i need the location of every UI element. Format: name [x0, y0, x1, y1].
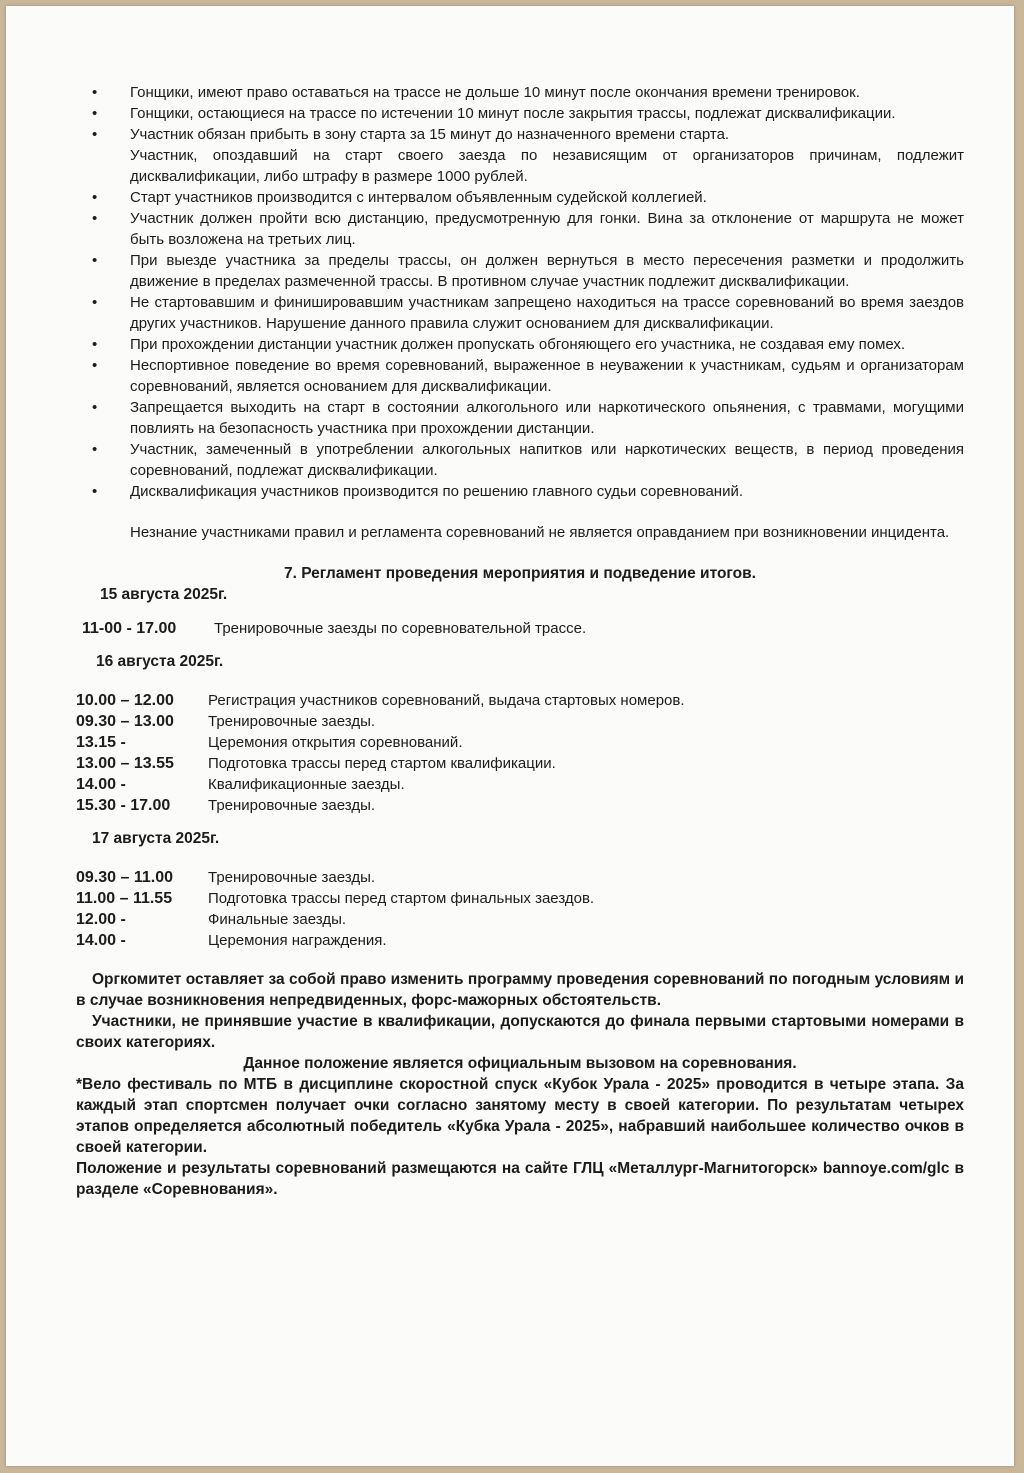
rule-text: Участник, замеченный в употреблении алкогольных напитков или наркотических веществ, в период проведения соревнований, подлежат дисквалификации.	[130, 441, 964, 479]
schedule-row	[76, 618, 964, 639]
schedule-time: 14.00 -	[76, 932, 126, 949]
schedule-event: Тренировочные заезды.	[208, 869, 376, 886]
document-content	[76, 82, 964, 1200]
rule-item	[76, 355, 964, 397]
rule-text: Участник обязан прибыть в зону старта за 15 минут до назначенного времени старта.	[130, 126, 730, 143]
schedule-time: 10.00 – 12.00	[76, 692, 174, 709]
schedule-event: Тренировочные заезды.	[208, 713, 376, 730]
schedule-row	[76, 867, 964, 888]
schedule-day-17	[76, 867, 964, 951]
schedule-time: 09.30 – 13.00	[76, 713, 174, 730]
schedule-event: Подготовка трассы перед стартом финальных заездов.	[208, 890, 595, 907]
schedule-time: 09.30 – 11.00	[76, 869, 173, 886]
schedule-date: 16 августа 2025г.	[96, 653, 224, 670]
bullet-icon: •	[92, 294, 98, 311]
schedule-row	[76, 930, 964, 951]
rule-subtext: Участник, опоздавший на старт своего заезда по независящим от организаторов причинам, подлежит дисквалификации, либо штрафу в размере 1000 рублей.	[130, 147, 964, 185]
rule-text: Дисквалификация участников производится по решению главного судьи соревнований.	[130, 483, 744, 500]
rule-item	[76, 292, 964, 334]
bullet-icon: •	[92, 441, 98, 458]
qualification-note: Участники, не принявшие участие в квалификации, допускаются до финала первыми стартовыми номерами в своих категориях.	[76, 1013, 964, 1051]
rules-note: Незнание участниками правил и регламента соревнований не является оправданием при возникновении инцидента.	[130, 524, 950, 541]
rule-text: Неспортивное поведение во время соревнований, выраженное в неуважении к участникам, судьям и организаторам соревнований, является основанием для дисквалификации.	[130, 357, 964, 395]
schedule-event: Квалификационные заезды.	[208, 776, 405, 793]
rule-text: Гонщики, остающиеся на трассе по истечении 10 минут после закрытия трассы, подлежат дисквалификации.	[130, 105, 896, 122]
schedule-time: 13.00 – 13.55	[76, 755, 174, 772]
rule-item	[76, 250, 964, 292]
schedule-row	[76, 795, 964, 816]
schedule-time: 12.00 -	[76, 911, 126, 928]
bullet-icon: •	[92, 483, 98, 500]
website-note: Положение и результаты соревнований размещаются на сайте ГЛЦ «Металлург-Магнитогорск» bannoye.com/glc в разделе «Соревнования».	[76, 1160, 964, 1198]
rule-item	[76, 334, 964, 355]
bullet-icon: •	[92, 84, 98, 101]
schedule-row	[76, 888, 964, 909]
bullet-icon: •	[92, 357, 98, 374]
schedule-row	[76, 690, 964, 711]
cup-note: *Вело фестиваль по МТБ в дисциплине скоростной спуск «Кубок Урала - 2025» проводится в четыре этапа. За каждый этап спортсмен получает очки согласно занятому месту в своей категории. По результатам четырех этапов определяется абсолютный победитель «Кубка Урала - 2025», набравший наибольшее количество очков в своей категории.	[76, 1076, 964, 1156]
schedule-row	[76, 909, 964, 930]
bullet-icon: •	[92, 126, 98, 143]
schedule-event: Регистрация участников соревнований, выдача стартовых номеров.	[208, 692, 685, 709]
rule-item	[76, 481, 964, 502]
schedule-time: 14.00 -	[76, 776, 126, 793]
bullet-icon: •	[92, 105, 98, 122]
rule-text: При выезде участника за пределы трассы, он должен вернуться в место пересечения разметки и продолжить движение в пределах размеченной трассы. В противном случае участник подлежит дисквалификации.	[130, 252, 964, 290]
schedule-day-15	[76, 618, 964, 639]
schedule-row	[76, 774, 964, 795]
rule-item	[76, 439, 964, 481]
rule-item	[76, 124, 964, 187]
bullet-icon: •	[92, 336, 98, 353]
schedule-row	[76, 732, 964, 753]
schedule-date: 15 августа 2025г.	[100, 586, 228, 603]
final-notes	[76, 969, 964, 1200]
schedule-time: 15.30 - 17.00	[76, 797, 171, 814]
rule-text: Запрещается выходить на старт в состоянии алкогольного или наркотического опьянения, с травмами, могущими повлиять на безопасность участника при прохождении дистанции.	[130, 399, 964, 437]
rule-text: Участник должен пройти всю дистанцию, предусмотренную для гонки. Вина за отклонение от маршрута не может быть возложена на третьих лиц.	[130, 210, 964, 248]
schedule-event: Финальные заезды.	[208, 911, 347, 928]
schedule-day-16	[76, 690, 964, 816]
schedule-event: Церемония открытия соревнований.	[208, 734, 463, 751]
schedule-time: 13.15 -	[76, 734, 126, 751]
schedule-event: Подготовка трассы перед стартом квалификации.	[208, 755, 556, 772]
rule-text: При прохождении дистанции участник должен пропускать обгоняющего его участника, не создавая ему помех.	[130, 336, 906, 353]
bullet-icon: •	[92, 210, 98, 227]
schedule-event: Тренировочные заезды по соревновательной трассе.	[214, 620, 587, 637]
rule-item	[76, 103, 964, 124]
bullet-icon: •	[92, 252, 98, 269]
section-title: 7. Регламент проведения мероприятия и подведение итогов.	[284, 565, 756, 582]
schedule-row	[76, 711, 964, 732]
rule-item	[76, 187, 964, 208]
rules-list	[76, 82, 964, 502]
schedule-event: Церемония награждения.	[208, 932, 387, 949]
rule-item	[76, 397, 964, 439]
official-call-note: Данное положение является официальным вызовом на соревнования.	[243, 1055, 797, 1072]
rule-text: Старт участников производится с интервалом объявленным судейской коллегией.	[130, 189, 707, 206]
organizer-note: Оргкомитет оставляет за собой право изменить программу проведения соревнований по погодным условиям и в случае возникновения непредвиденных, форс-мажорных обстоятельств.	[76, 971, 964, 1009]
document-page	[6, 6, 1014, 1466]
rule-text: Гонщики, имеют право оставаться на трассе не дольше 10 минут после окончания времени тренировок.	[130, 84, 860, 101]
bullet-icon: •	[92, 399, 98, 416]
bullet-icon: •	[92, 189, 98, 206]
schedule-row	[76, 753, 964, 774]
rule-text: Не стартовавшим и финишировавшим участникам запрещено находиться на трассе соревнований во время заездов других участников. Нарушение данного правила служит основанием для дисквалификации.	[130, 294, 964, 332]
schedule-date: 17 августа 2025г.	[92, 830, 220, 847]
schedule-time: 11-00 - 17.00	[82, 620, 177, 637]
rule-item	[76, 82, 964, 103]
schedule-event: Тренировочные заезды.	[208, 797, 376, 814]
schedule-time: 11.00 – 11.55	[76, 890, 173, 907]
rule-item	[76, 208, 964, 250]
